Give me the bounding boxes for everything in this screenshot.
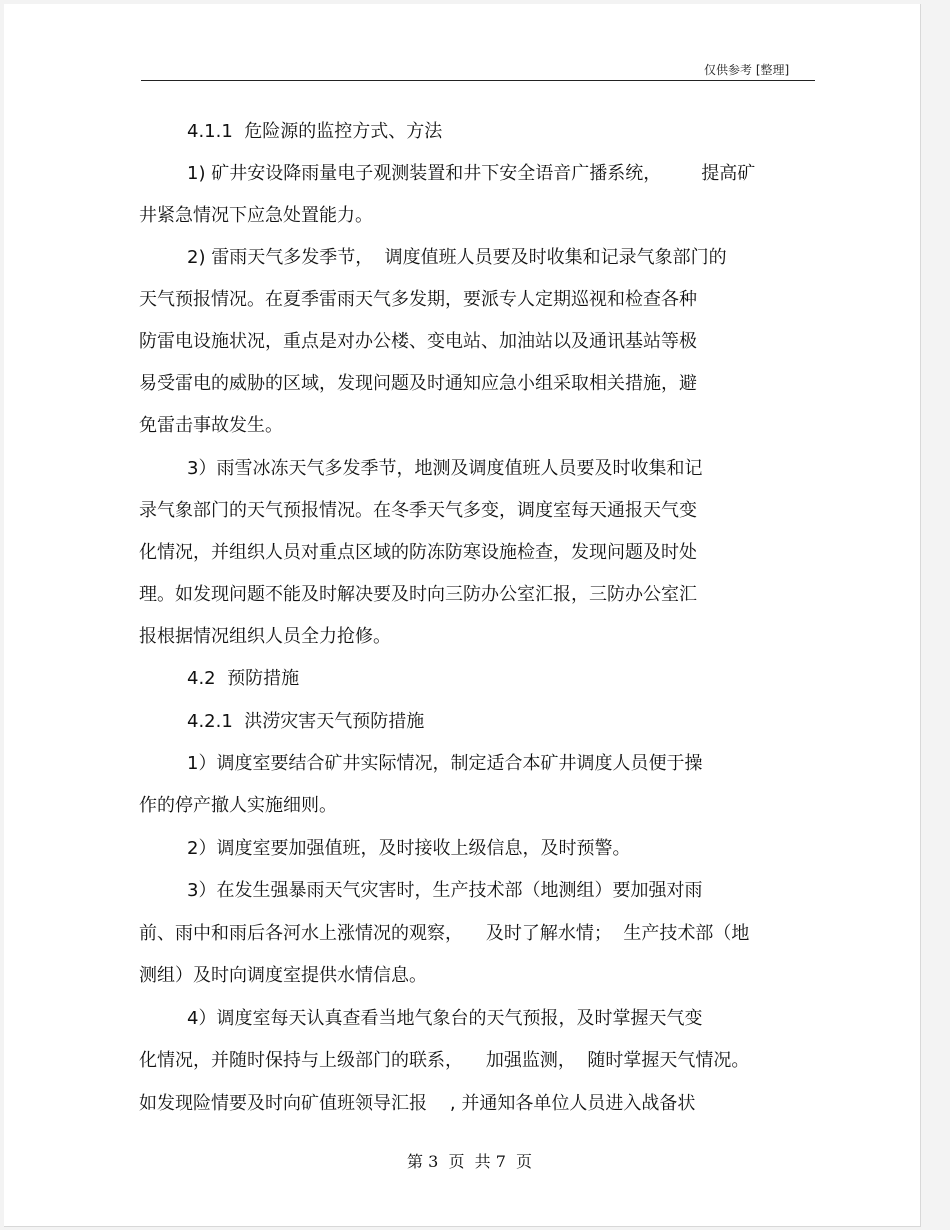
text-line: 化情况，并组织人员对重点区域的防冻防寒设施检查，发现问题及时处 <box>139 542 697 563</box>
text-line: 3）雨雪冰冻天气多发季节，地测及调度值班人员要及时收集和记 <box>187 458 703 479</box>
text-line: 1) 矿井安设降雨量电子观测装置和井下安全语音广播系统， 提高矿 <box>187 163 756 184</box>
text-line: 4.2 预防措施 <box>187 668 300 689</box>
text-line: 井紧急情况下应急处置能力。 <box>139 205 373 226</box>
text-line: 录气象部门的天气预报情况。在冬季天气多变，调度室每天通报天气变 <box>139 500 697 521</box>
text-line: 作的停产撤人实施细则。 <box>139 795 337 816</box>
text-line: 理。如发现问题不能及时解决要及时向三防办公室汇报，三防办公室汇 <box>139 584 697 605</box>
text-line: 化情况，并随时保持与上级部门的联系， 加强监测， 随时掌握天气情况。 <box>139 1050 750 1071</box>
header-rule <box>141 80 815 81</box>
page-number-footer: 第 3 页 共 7 页 <box>407 1152 533 1171</box>
text-line: 3）在发生强暴雨天气灾害时，生产技术部（地测组）要加强对雨 <box>187 880 703 901</box>
text-line: 天气预报情况。在夏季雷雨天气多发期，要派专人定期巡视和检查各种 <box>139 289 697 310</box>
text-line: 免雷击事故发生。 <box>139 415 283 436</box>
text-line: 2) 雷雨天气多发季节， 调度值班人员要及时收集和记录气象部门的 <box>187 247 727 268</box>
text-line: 4.2.1 洪涝灾害天气预防措施 <box>187 711 425 732</box>
text-line: 4）调度室每天认真查看当地气象台的天气预报，及时掌握天气变 <box>187 1008 703 1029</box>
text-line: 4.1.1 危险源的监控方式、方法 <box>187 121 443 142</box>
text-line: 1）调度室要结合矿井实际情况，制定适合本矿井调度人员便于操 <box>187 753 703 774</box>
text-line: 报根据情况组织人员全力抢修。 <box>139 626 391 647</box>
page-header-text: 仅供参考 [整理] <box>704 63 790 77</box>
text-line: 易受雷电的威胁的区域，发现问题及时通知应急小组采取相关措施，避 <box>139 373 697 394</box>
text-line: 测组）及时向调度室提供水情信息。 <box>139 965 427 986</box>
text-line: 前、雨中和雨后各河水上涨情况的观察， 及时了解水情； 生产技术部（地 <box>139 923 750 944</box>
text-line: 2）调度室要加强值班，及时接收上级信息，及时预警。 <box>187 838 631 859</box>
text-line: 如发现险情要及时向矿值班领导汇报 , 并通知各单位人员进入战备状 <box>139 1093 696 1114</box>
text-line: 防雷电设施状况，重点是对办公楼、变电站、加油站以及通讯基站等极 <box>139 331 697 352</box>
document-page <box>4 4 921 1227</box>
